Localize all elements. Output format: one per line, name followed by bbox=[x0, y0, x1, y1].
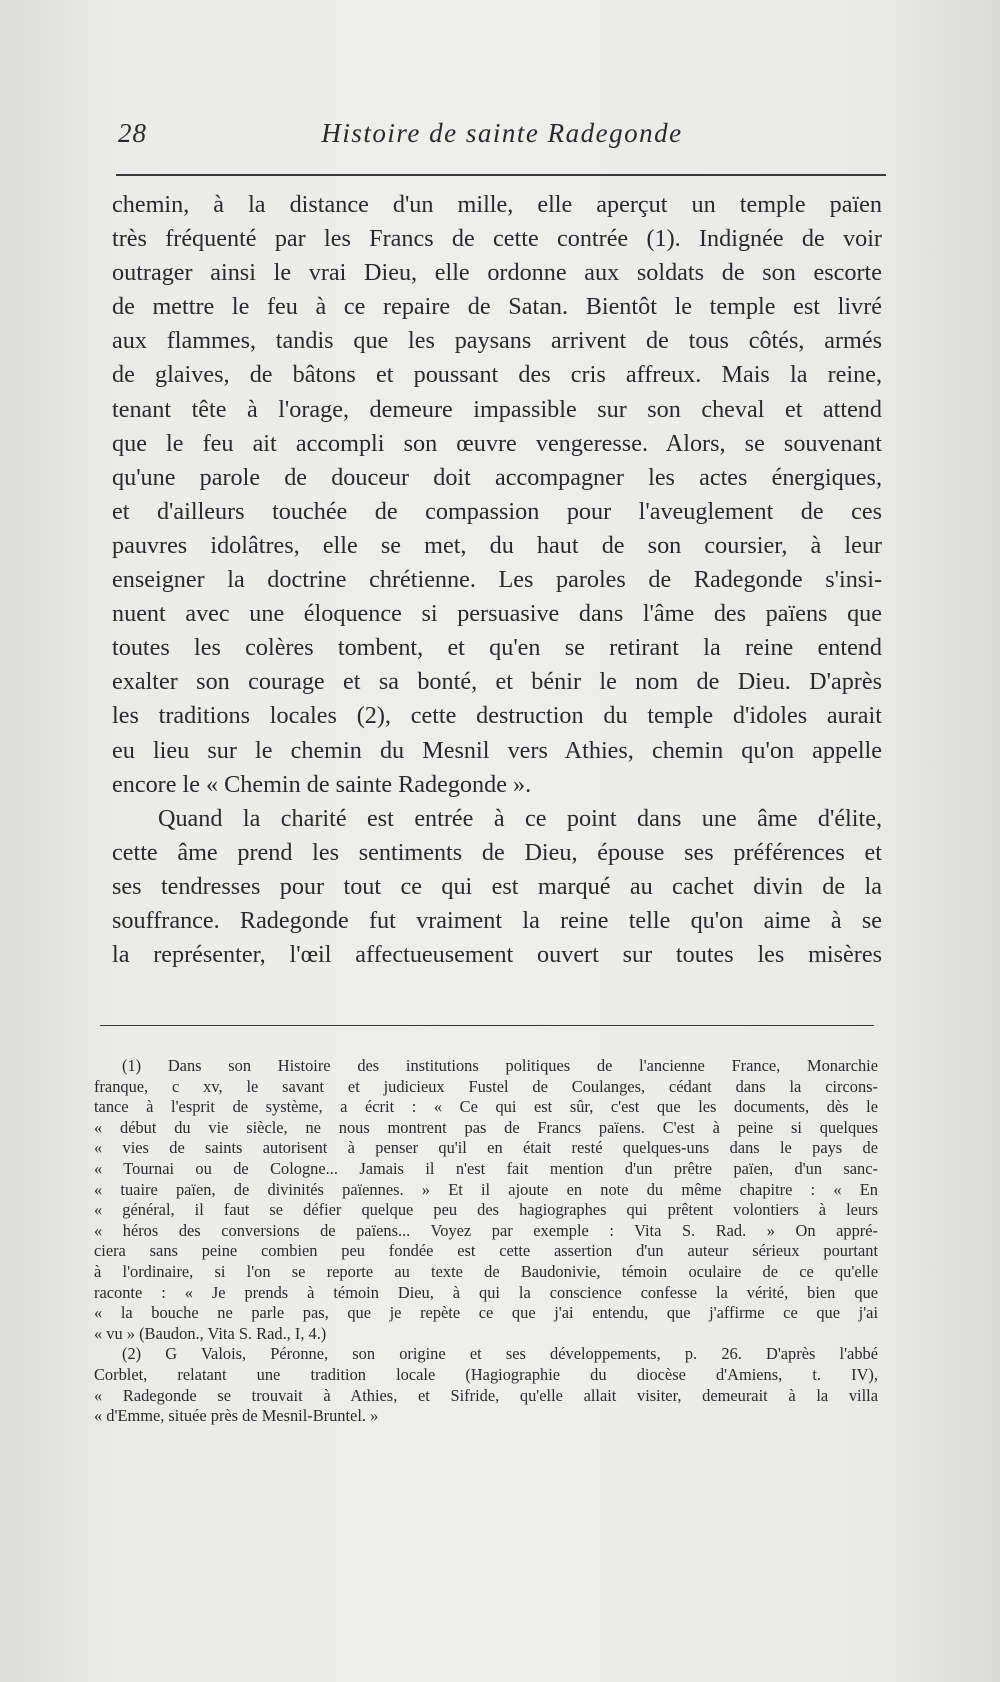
body-line: chemin, à la distance d'un mille, elle aperçut un temple païen bbox=[112, 191, 882, 218]
body-line: nuent avec une éloquence si persuasive dans l'âme des païens que bbox=[112, 600, 882, 628]
footnotes bbox=[94, 1056, 878, 1427]
body-line: encore le « Chemin de sainte Radegonde ». bbox=[112, 770, 532, 798]
body-line: outrager ainsi le vrai Dieu, elle ordonne aux soldats de son escorte bbox=[112, 259, 882, 287]
footnote-line: « vies de saints autorisent à penser qu'il en était resté quelques-uns dans le pays de bbox=[94, 1138, 878, 1158]
footnote-line: « vu » (Baudon., Vita S. Rad., I, 4.) bbox=[94, 1323, 327, 1343]
body-line: la représenter, l'œil affectueusement ouvert sur toutes les misères bbox=[112, 941, 882, 969]
body-line: de mettre le feu à ce repaire de Satan. Bientôt le temple est livré bbox=[112, 293, 882, 321]
footnote-line: (2) G Valois, Péronne, son origine et ses développements, p. 26. D'après l'abbé bbox=[122, 1344, 878, 1364]
body-line: exalter son courage et sa bonté, et bénir le nom de Dieu. D'après bbox=[112, 668, 882, 696]
footnote-line: (1) Dans son Histoire des institutions politiques de l'ancienne France, Monarchie bbox=[122, 1056, 878, 1075]
body-line: ses tendresses pour tout ce qui est marqué au cachet divin de la bbox=[112, 872, 882, 900]
footnote-line: franque, c xv, le savant et judicieux Fustel de Coulanges, cédant dans la circons- bbox=[94, 1076, 878, 1096]
footnote-rule bbox=[100, 1025, 874, 1026]
body-line: cette âme prend les sentiments de Dieu, épouse ses préférences et bbox=[112, 838, 882, 866]
body-line: très fréquenté par les Francs de cette contrée (1). Indignée de voir bbox=[112, 225, 882, 253]
header-rule bbox=[116, 174, 886, 176]
page-header bbox=[118, 112, 886, 158]
body-line: de glaives, de bâtons et poussant des cris affreux. Mais la reine, bbox=[112, 361, 882, 389]
footnote-line: « Radegonde se trouvait à Athies, et Sifride, qu'elle allait visiter, demeurait à la villa bbox=[94, 1385, 878, 1405]
body-line: toutes les colères tombent, et qu'en se retirant la reine entend bbox=[112, 634, 882, 662]
body-line: enseigner la doctrine chrétienne. Les paroles de Radegonde s'insi- bbox=[112, 566, 882, 594]
body-line: les traditions locales (2), cette destruction du temple d'idoles aurait bbox=[112, 702, 882, 730]
body-line: et d'ailleurs touchée de compassion pour l'aveuglement de ces bbox=[112, 497, 882, 525]
body-line: qu'une parole de douceur doit accompagner les actes énergiques, bbox=[112, 463, 882, 491]
body-line: aux flammes, tandis que les paysans arrivent de tous côtés, armés bbox=[112, 327, 882, 355]
running-title: Histoire de sainte Radegonde bbox=[321, 118, 683, 148]
page-number: 28 bbox=[118, 118, 147, 148]
footnote-line: ciera sans peine combien peu fondée est cette assertion d'un auteur sérieux pourtant bbox=[94, 1241, 878, 1261]
footnote-line: « la bouche ne parle pas, que je repète ce que j'ai entendu, que j'affirme ce que j'ai bbox=[94, 1303, 878, 1323]
footnote-line: Corblet, relatant une tradition locale (Hagiographie du diocèse d'Amiens, t. IV), bbox=[94, 1364, 878, 1384]
footnote-line: « héros des conversions de païens... Voyez par exemple : Vita S. Rad. » On appré- bbox=[94, 1220, 878, 1240]
body-line: eu lieu sur le chemin du Mesnil vers Athies, chemin qu'on appelle bbox=[112, 736, 882, 764]
body-line: pauvres idolâtres, elle se met, du haut de son coursier, à leur bbox=[112, 531, 882, 559]
footnote-line: à l'ordinaire, si l'on se reporte au texte de Baudonivie, témoin oculaire de ce qu'elle bbox=[94, 1261, 878, 1281]
footnote-line: « tuaire païen, de divinités païennes. » Et il ajoute en note du même chapitre : « En bbox=[94, 1179, 878, 1199]
footnote-line: raconte : « Je prends à témoin Dieu, à qui la conscience confesse la vérité, bien que bbox=[94, 1282, 878, 1302]
body-text bbox=[112, 188, 882, 972]
footnote-line: « début du vie siècle, ne nous montrent pas de Francs païens. C'est à peine si quelques bbox=[94, 1117, 878, 1137]
footnote-line: tance à l'esprit de système, a écrit : « Ce qui est sûr, c'est que les documents, dès le bbox=[94, 1097, 878, 1117]
footnote-line: « d'Emme, située près de Mesnil-Bruntel. » bbox=[94, 1406, 379, 1426]
body-line: Quand la charité est entrée à ce point dans une âme d'élite, bbox=[158, 804, 882, 832]
footnote-line: « Tournai ou de Cologne... Jamais il n'est fait mention d'un prêtre païen, d'un sanc- bbox=[94, 1158, 878, 1178]
body-line: souffrance. Radegonde fut vraiment la reine telle qu'on aime à se bbox=[112, 906, 882, 934]
body-line: que le feu ait accompli son œuvre vengeresse. Alors, se souvenant bbox=[112, 429, 882, 457]
body-line: tenant tête à l'orage, demeure impassible sur son cheval et attend bbox=[112, 395, 882, 423]
footnote-line: « général, il faut se défier quelque peu des hagiographes qui prêtent volontiers à leurs bbox=[94, 1200, 878, 1220]
